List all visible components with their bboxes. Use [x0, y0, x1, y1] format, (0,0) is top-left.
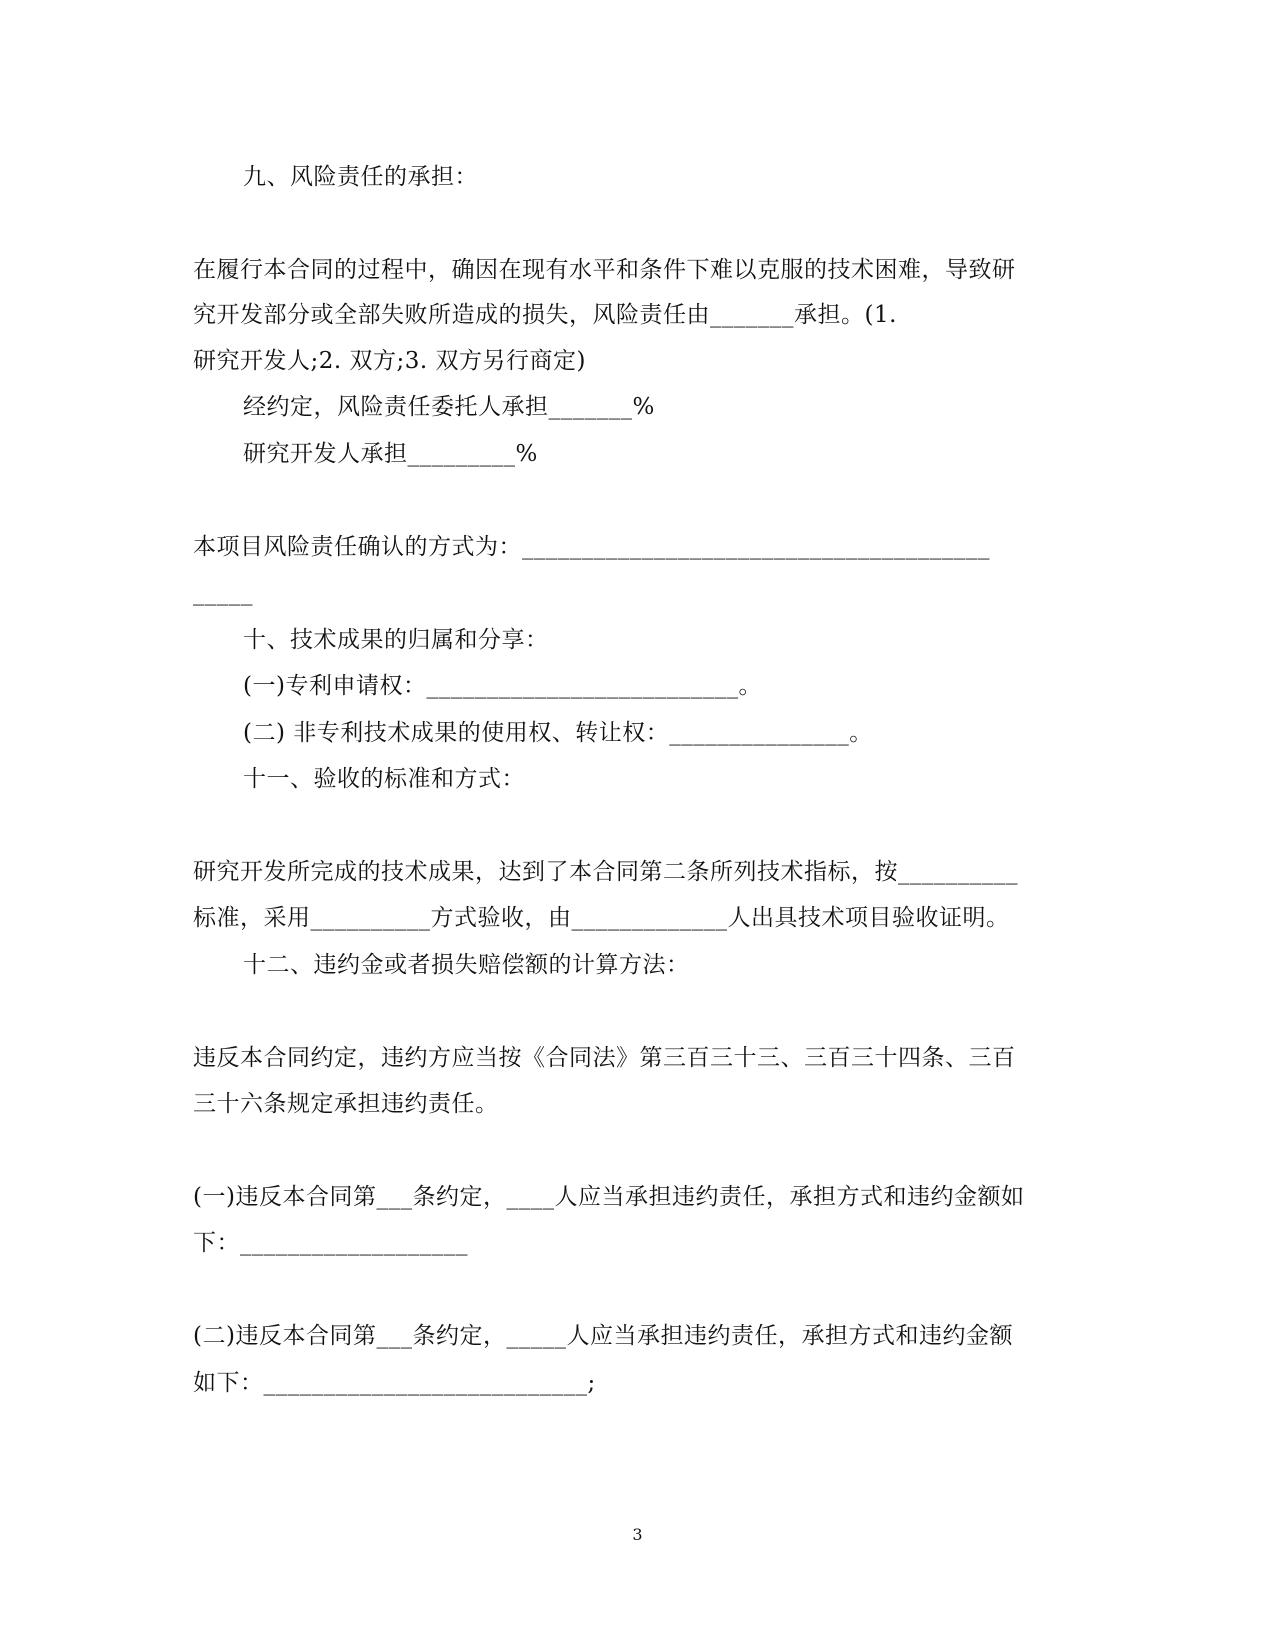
section-heading-risk: 九、风险责任的承担： [243, 164, 478, 190]
section-heading-acceptance: 十一、验收的标准和方式： [243, 766, 525, 792]
paragraph-line: _____ [193, 580, 253, 606]
paragraph-line: 在履行本合同的过程中，确因在现有水平和条件下难以克服的技术困难，导致研 [193, 257, 1016, 283]
paragraph-line: 下：___________________ [193, 1230, 468, 1256]
paragraph-line: 如下：___________________________; [193, 1370, 596, 1396]
paragraph-line: 究开发部分或全部失败所造成的损失，风险责任由_______承担。(1. [193, 302, 897, 328]
paragraph-line: (一)违反本合同第___条约定，____人应当承担违约责任，承担方式和违约金额如 [193, 1184, 1025, 1210]
paragraph-line: 研究开发所完成的技术成果，达到了本合同第二条所列技术指标，按__________ [193, 859, 1018, 885]
page-number: 3 [632, 1525, 643, 1544]
paragraph-line: 研究开发人承担_________% [243, 441, 538, 467]
paragraph-line: (一)专利申请权：__________________________。 [243, 673, 762, 699]
paragraph-line: (二) 非专利技术成果的使用权、转让权：_______________。 [243, 720, 873, 746]
section-heading-penalty: 十二、违约金或者损失赔偿额的计算方法： [243, 952, 690, 978]
paragraph-line: (二)违反本合同第___条约定，_____人应当承担违约责任，承担方式和违约金额 [193, 1323, 1013, 1349]
paragraph-line: 违反本合同约定，违约方应当按《合同法》第三百三十三、三百三十四条、三百 [193, 1045, 1016, 1071]
paragraph-line: 三十六条规定承担违约责任。 [193, 1091, 499, 1117]
section-heading-results: 十、技术成果的归属和分享： [243, 627, 549, 653]
paragraph-line: 本项目风险责任确认的方式为：_______________________________________ [193, 534, 990, 560]
paragraph-line: 研究开发人;2. 双方;3. 双方另行商定) [193, 348, 586, 374]
paragraph-line: 经约定，风险责任委托人承担_______% [243, 394, 655, 420]
paragraph-line: 标准，采用__________方式验收，由_____________人出具技术项目验收证明。 [193, 905, 1010, 931]
